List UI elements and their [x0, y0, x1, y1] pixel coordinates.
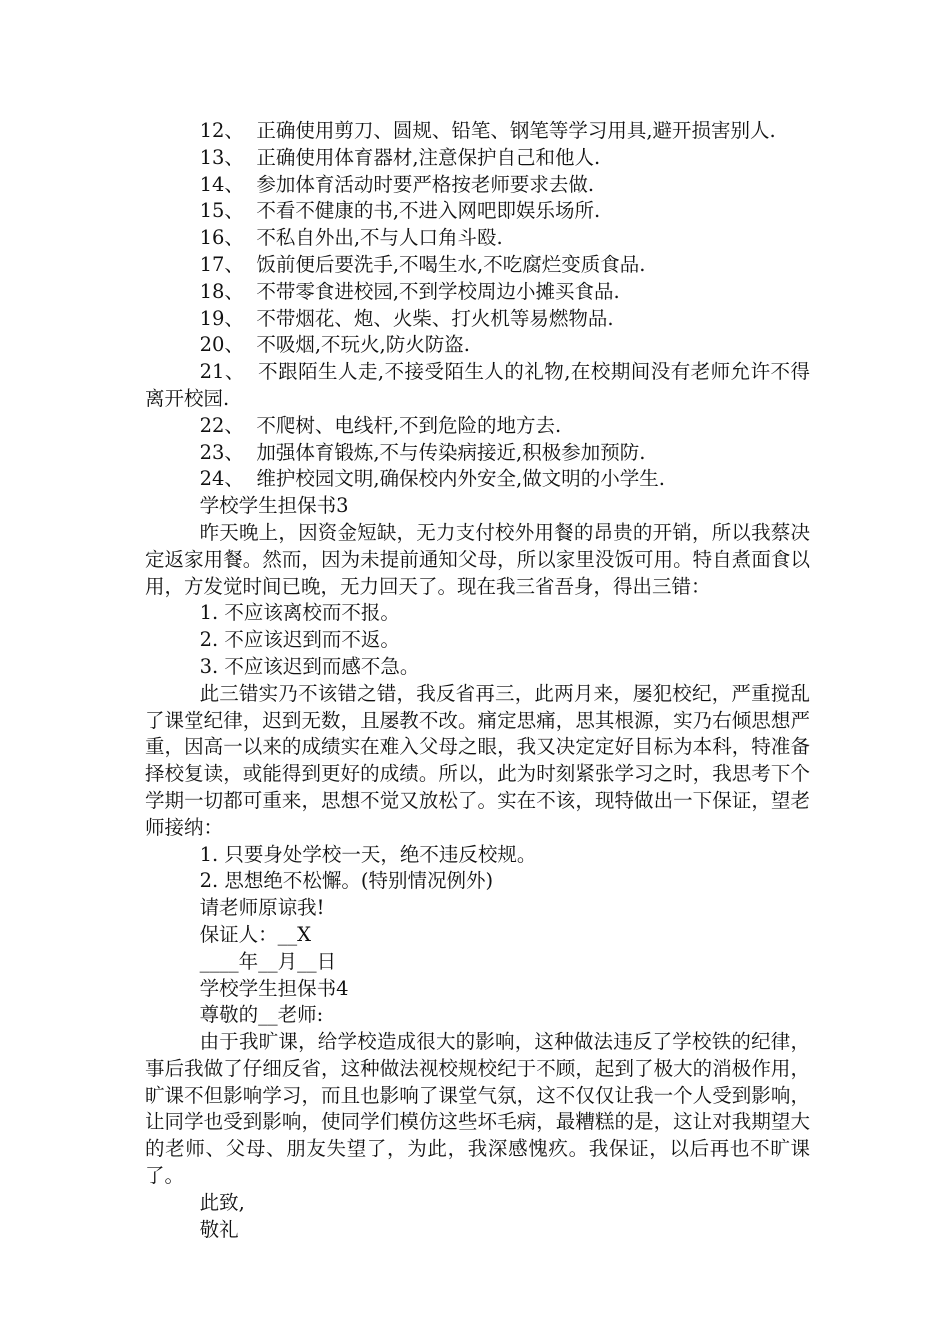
- rule-15: 15、 不看不健康的书,不进入网吧即娱乐场所.: [199, 199, 601, 223]
- rule-16: 16、 不私自外出,不与人口角斗殴.: [199, 226, 503, 250]
- date-line: ____年__月__日: [199, 949, 337, 973]
- rule-19: 19、 不带烟花、炮、火柴、打火机等易燃物品.: [199, 306, 614, 330]
- promise-item-1: 1. 只要身处学校一天，绝不违反校规。: [199, 842, 537, 866]
- section-3-title: 学校学生担保书3: [199, 494, 349, 518]
- document-body: [145, 118, 810, 1243]
- rule-12: 12、 正确使用剪刀、圆规、铅笔、钢笔等学习用具,避开损害别人.: [199, 119, 776, 142]
- error-item-3: 3. 不应该迟到而感不急。: [199, 654, 420, 678]
- rule-23: 23、 加强体育锻炼,不与传染病接近,积极参加预防.: [199, 440, 646, 464]
- rule-18: 18、 不带零食进校园,不到学校周边小摊买食品.: [199, 279, 620, 303]
- rule-20: 20、 不吸烟,不玩火,防火防盗.: [199, 333, 470, 357]
- salutation: 尊敬的__老师:: [199, 1003, 324, 1027]
- section-4-paragraph-1: 由于我旷课，给学校造成很大的影响，这种做法违反了学校铁的纪律，事后我做了仔细反省，这种做法视校规校纪于不顾，起到了极大的消极作用，旷课不但影响学习，而且也影响了课堂气氛，这不仅仅让我一个人受到影响，让同学也受到影响，使同学们模仿这些坏毛病，最糟糕的是，这让对我期望大的老师、父母、朋友失望了，为此，我深感愧疚。我保证，以后再也不旷课了。: [145, 1030, 810, 1188]
- rule-17: 17、 饭前便后要洗手,不喝生水,不吃腐烂变质食品.: [199, 252, 646, 276]
- closing-request: 请老师原谅我!: [199, 896, 325, 920]
- rule-22: 22、 不爬树、电线杆,不到危险的地方去.: [199, 413, 562, 437]
- rule-14: 14、 参加体育活动时要严格按老师要求去做.: [199, 172, 595, 196]
- section-3: [145, 493, 810, 975]
- rule-21: 21、 不跟陌生人走,不接受陌生人的礼物,在校期间没有老师允许不得离开校园.: [145, 360, 810, 410]
- guarantor-line: 保证人：__X: [199, 922, 311, 946]
- error-item-1: 1. 不应该离校而不报。: [199, 601, 400, 625]
- error-item-2: 2. 不应该迟到而不返。: [199, 628, 400, 652]
- section-4: [145, 976, 810, 1244]
- section-4-title: 学校学生担保书4: [199, 976, 349, 1000]
- rule-24: 24、 维护校园文明,确保校内外安全,做文明的小学生.: [199, 467, 665, 491]
- rules-list: [145, 118, 810, 493]
- closing-salute: 敬礼: [199, 1217, 239, 1241]
- promise-item-2: 2. 思想绝不松懈。(特别情况例外): [199, 869, 494, 893]
- closing-regards: 此致,: [199, 1190, 245, 1214]
- rule-13: 13、 正确使用体育器材,注意保护自己和他人.: [199, 145, 601, 169]
- section-3-paragraph-2: 此三错实乃不该错之错，我反省再三，此两月来，屡犯校纪，严重搅乱了课堂纪律，迟到无数，且屡教不改。痛定思痛，思其根源，实乃右倾思想严重，因高一以来的成绩实在难入父母之眼，我又决定定好目标为本科，特准备择校复读，或能得到更好的成绩。所以，此为时刻紧张学习之时，我思考下个学期一切都可重来，思想不觉又放松了。实在不该，现特做出一下保证，望老师接纳：: [145, 681, 810, 839]
- section-3-paragraph-1: 昨天晚上，因资金短缺，无力支付校外用餐的昂贵的开销，所以我蔡决定返家用餐。然而，因为未提前通知父母，所以家里没饭可用。特自煮面食以用，方发觉时间已晚，无力回天了。现在我三省吾身，得出三错：: [145, 520, 810, 598]
